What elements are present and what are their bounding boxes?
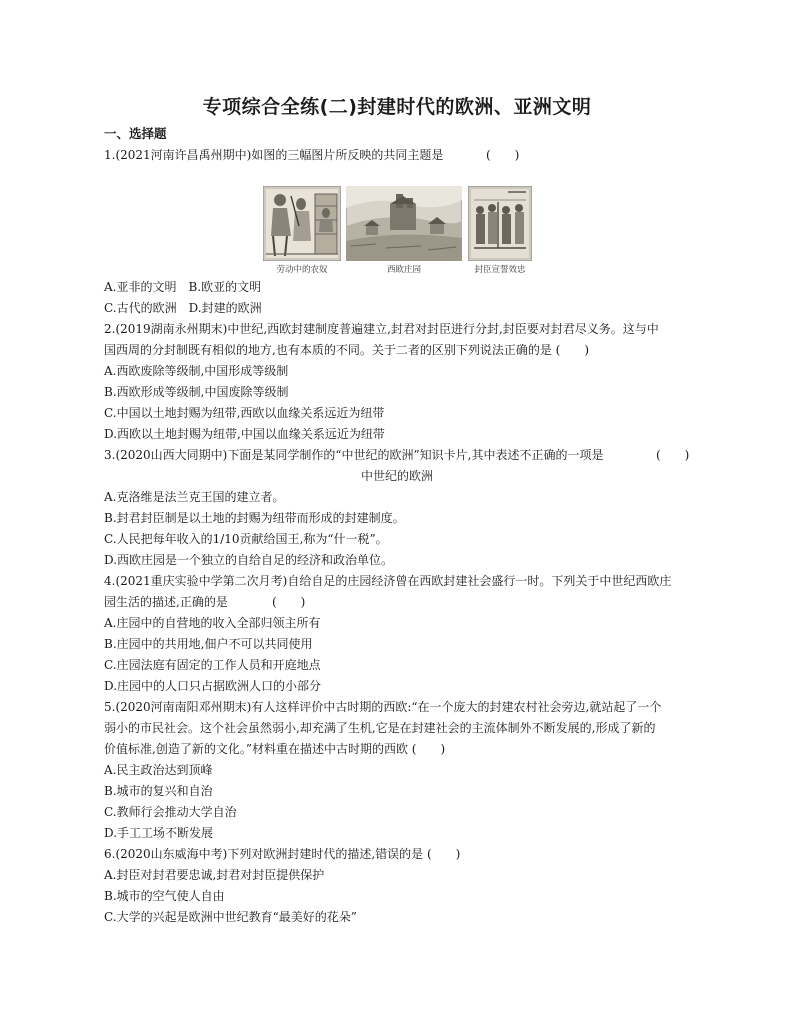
question-2-stem-line-1: 2.(2019湖南永州期末)中世纪,西欧封建制度普遍建立,封君对封臣进行分封,封臣要对封君尽义务。这与中: [104, 322, 659, 336]
figure-caption-serfs: 劳动中的农奴: [276, 265, 328, 275]
question-5-option-a: A.民主政治达到顶峰: [104, 763, 213, 777]
question-3-option-a: A.克洛维是法兰克王国的建立者。: [104, 490, 285, 504]
question-5-stem-line-1: 5.(2020河南南阳邓州期末)有人这样评价中古时期的西欧:“在一个庞大的封建农村社会旁边,就站起了一个: [104, 700, 662, 714]
figure-caption-manor: 西欧庄园: [386, 265, 421, 275]
question-5-stem-line-2: 弱小的市民社会。这个社会虽然弱小,却充满了生机,它是在封建社会的主流体制外不断发展的,形成了新的: [104, 721, 656, 735]
question-4-option-a: A.庄园中的自营地的收入全部归领主所有: [104, 616, 321, 630]
question-3-option-b: B.封君封臣制是以土地的封赐为纽带而形成的封建制度。: [104, 511, 405, 525]
question-1-options-ab: A.亚非的文明 B.欧亚的文明: [104, 280, 262, 294]
knowledge-card-title: 中世纪的欧洲: [360, 469, 433, 483]
question-2-text: 国西周的分封制既有相似的地方,也有本质的不同。关于二者的区别下列说法正确的是: [104, 343, 552, 357]
question-2-option-c: C.中国以土地封赐为纽带,西欧以血缘关系远近为纽带: [104, 406, 385, 420]
question-4-option-d: D.庄园中的人口只占据欧洲人口的小部分: [104, 679, 322, 693]
question-3-bracket: ( ): [656, 448, 690, 462]
question-6-stem: [104, 846, 460, 862]
figure-vassal-oath: [468, 186, 532, 275]
question-1-figures: [263, 186, 533, 274]
question-6-option-a: A.封臣对封君要忠诚,封君对封臣提供保护: [104, 868, 325, 882]
question-4-stem-line-1: 4.(2021重庆实验中学第二次月考)自给自足的庄园经济曾在西欧封建社会盛行一时。下列关于中世纪西欧庄: [104, 574, 672, 588]
question-5-option-c: C.教师行会推动大学自治: [104, 805, 237, 819]
question-5-option-d: D.手工工场不断发展: [104, 826, 214, 840]
figure-caption-vassal: 封臣宣誓效忠: [474, 265, 526, 275]
question-3-text: 3.(2020山西大同期中)下面是某同学制作的“中世纪的欧洲”知识卡片,其中表述不正确的一项是: [104, 448, 604, 462]
question-5-bracket: ( ): [411, 742, 446, 756]
figure-manor: [346, 186, 462, 275]
question-3-option-c: C.人民把每年收入的1/10贡献给国王,称为“什一税”。: [104, 532, 388, 546]
question-2-stem-line-2: [104, 342, 589, 358]
question-5-text: 价值标准,创造了新的文化。”材料重在描述中古时期的西欧: [104, 742, 408, 756]
question-1-options-cd: C.古代的欧洲 D.封建的欧洲: [104, 301, 262, 315]
question-6-bracket: ( ): [427, 847, 461, 861]
question-1-bracket: ( ): [486, 148, 520, 162]
question-6-text: 6.(2020山东威海中考)下列对欧洲封建时代的描述,错误的是: [104, 847, 424, 861]
section-heading: 一、选择题: [104, 126, 167, 141]
question-4-option-c: C.庄园法庭有固定的工作人员和开庭地点: [104, 658, 321, 672]
question-3-stem: [104, 447, 690, 463]
question-2-option-d: D.西欧以土地封赐为纽带,中国以血缘关系远近为纽带: [104, 427, 385, 441]
page-title: 专项综合全练(二)封建时代的欧洲、亚洲文明: [202, 96, 592, 118]
question-1-stem: [104, 147, 520, 163]
question-5-option-b: B.城市的复兴和自治: [104, 784, 213, 798]
question-4-text: 园生活的描述,正确的是: [104, 595, 228, 609]
question-6-option-b: B.城市的空气使人自由: [104, 889, 225, 903]
question-1-text: 1.(2021河南许昌禹州期中)如图的三幅图片所反映的共同主题是: [104, 148, 444, 162]
question-2-option-b: B.西欧形成等级制,中国废除等级制: [104, 385, 289, 399]
question-5-stem-line-3: [104, 741, 445, 757]
question-2-bracket: ( ): [555, 343, 590, 357]
question-4-stem-line-2: [104, 594, 306, 610]
figure-serfs-working: [263, 186, 341, 275]
question-3-option-d: D.西欧庄园是一个独立的自给自足的经济和政治单位。: [104, 553, 394, 567]
question-2-option-a: A.西欧废除等级制,中国形成等级制: [104, 364, 289, 378]
question-6-option-c: C.大学的兴起是欧洲中世纪教育“最美好的花朵”: [104, 910, 357, 924]
question-4-option-b: B.庄园中的共用地,佃户不可以共同使用: [104, 637, 313, 651]
question-4-bracket: ( ): [272, 595, 306, 609]
